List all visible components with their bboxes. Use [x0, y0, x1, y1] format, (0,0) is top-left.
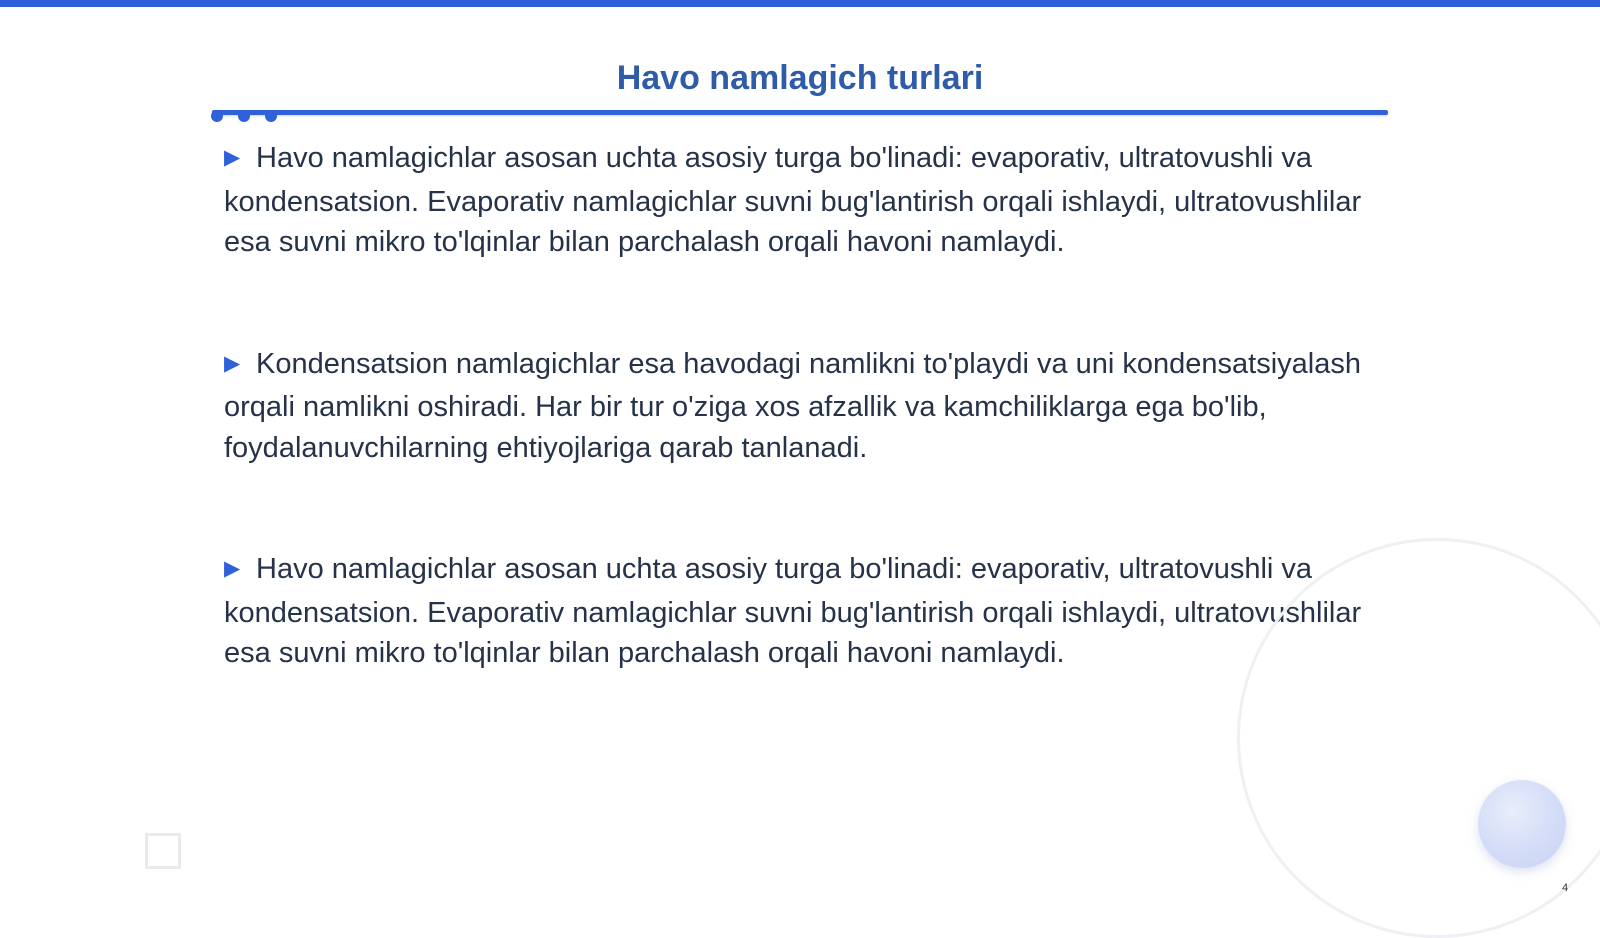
top-accent-bar — [0, 0, 1600, 7]
bullet-paragraph — [224, 344, 1374, 469]
triangle-right-icon: ▶ — [224, 557, 241, 580]
triangle-right-icon: ▶ — [224, 146, 241, 169]
divider-dot — [238, 110, 250, 122]
page-number: 4 — [1562, 882, 1569, 894]
paragraph-text: Havo namlagichlar asosan uchta asosiy turga bo'linadi: evaporativ, ultratovushli va kondensatsion. Evaporativ namlagichlar suvni bug'lantirish orqali ishlaydi, ultratovushlilar esa suvni mikro to'lqinlar bilan parchalash orqali havoni namlaydi. — [224, 142, 1362, 258]
paragraph-text: Havo namlagichlar asosan uchta asosiy turga bo'linadi: evaporativ, ultratovushli va kondensatsion. Evaporativ namlagichlar suvni bug'lantirish orqali ishlaydi, ultratovushlilar esa suvni mikro to'lqinlar bilan parchalash orqali havoni namlaydi. — [224, 553, 1362, 669]
paragraph-text: Kondensatsion namlagichlar esa havodagi namlikni to'playdi va uni kondensatsiyalash orqali namlikni oshiradi. Har bir tur o'ziga xos afzallik va kamchiliklarga ega bo'lib, foydalanuvchilarning ehtiyojlariga qarab tanlanadi. — [224, 347, 1362, 464]
divider-dot — [265, 110, 277, 122]
bullet-paragraph — [224, 138, 1374, 263]
bullet-paragraph — [224, 549, 1374, 674]
triangle-right-icon: ▶ — [224, 351, 241, 375]
divider-dot — [211, 110, 223, 122]
slide-content — [224, 138, 1374, 755]
slide-title: Havo namlagich turlari — [616, 59, 984, 97]
decorative-circle — [1478, 780, 1566, 868]
title-divider — [212, 110, 1388, 115]
decorative-square — [145, 833, 181, 869]
